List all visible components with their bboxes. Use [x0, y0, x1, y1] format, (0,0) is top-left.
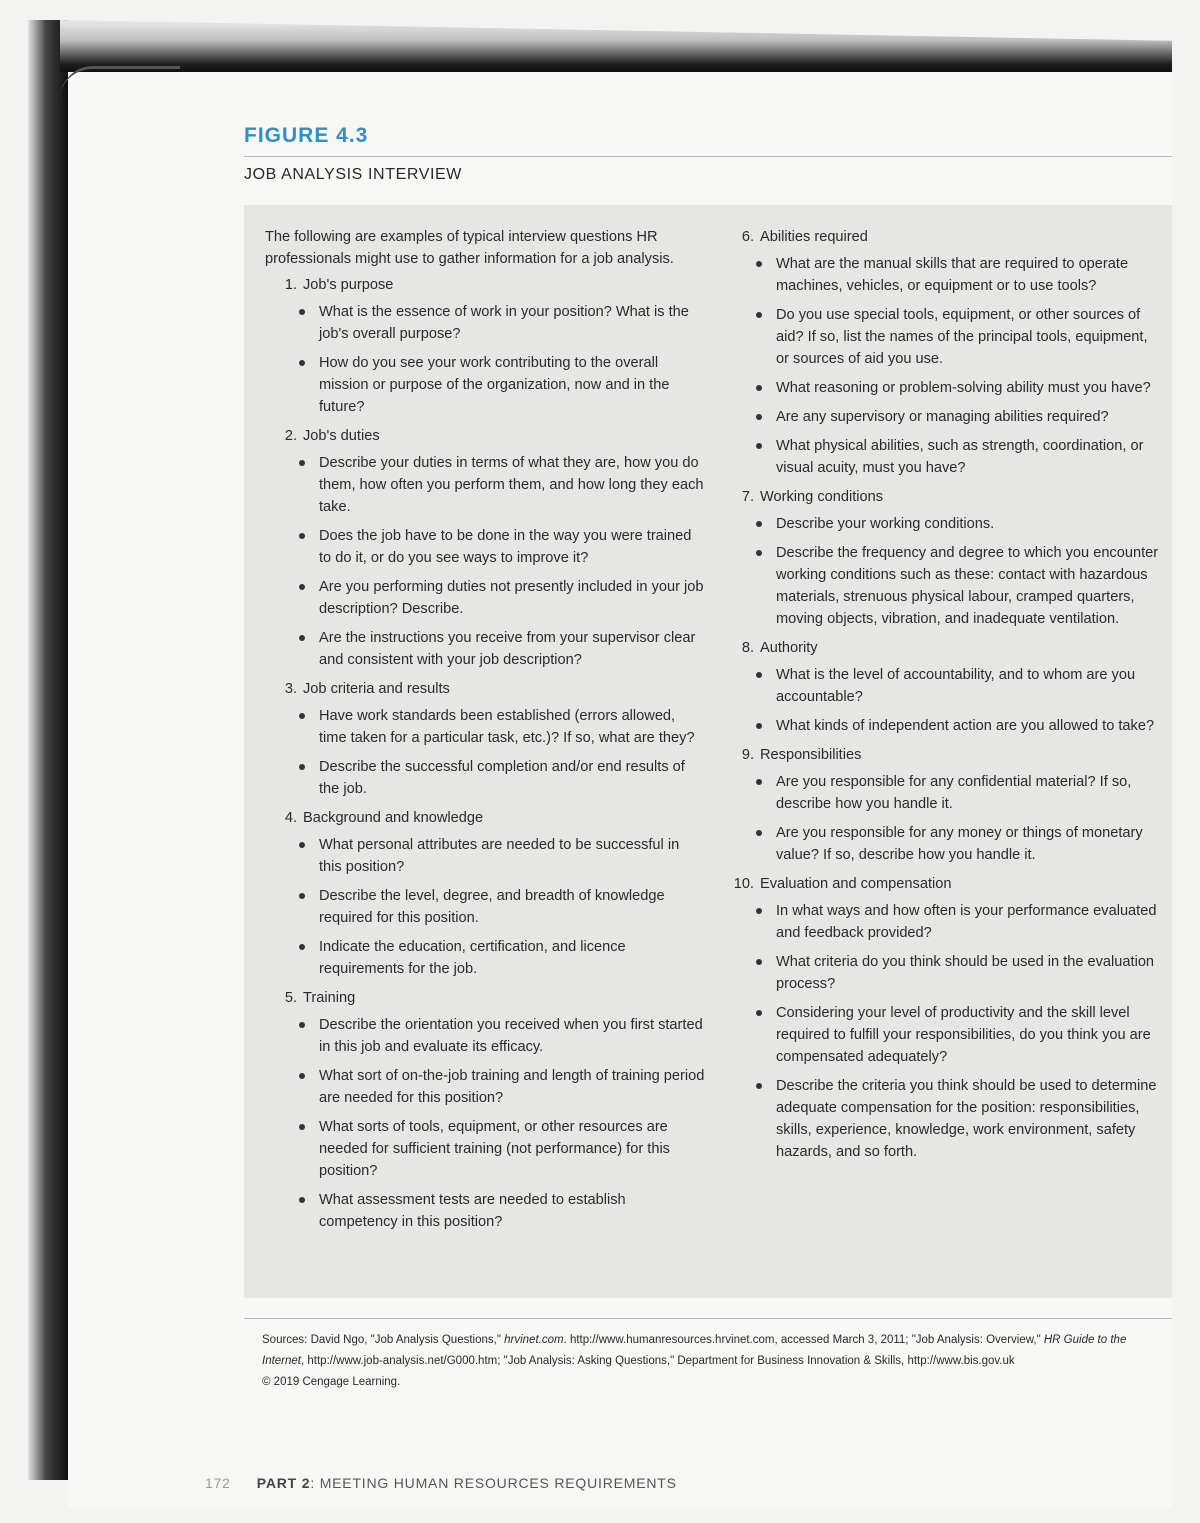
- scan-page-curl: [60, 66, 180, 99]
- question-text: What sort of on-the-job training and length of training period are needed for this position?: [319, 1068, 705, 1106]
- question-item: [754, 377, 1162, 399]
- question-text: What assessment tests are needed to establish competency in this position?: [319, 1192, 626, 1230]
- question-text: What physical abilities, such as strength, coordination, or visual acuity, must you have?: [776, 438, 1144, 476]
- bullet-icon: [756, 312, 762, 318]
- question-text: Describe the level, degree, and breadth of knowledge required for this position.: [319, 888, 665, 926]
- question-text: What is the level of accountability, and to whom are you accountable?: [776, 667, 1136, 705]
- bullet-icon: [299, 713, 305, 719]
- bullet-icon: [756, 521, 762, 527]
- section-number: 6.: [741, 229, 754, 245]
- question-text: Indicate the education, certification, and licence requirements for the job.: [319, 939, 626, 977]
- question-item: [754, 1075, 1162, 1163]
- bullet-icon: [299, 309, 305, 315]
- question-item: [754, 1002, 1162, 1068]
- question-text: In what ways and how often is your performance evaluated and feedback provided?: [776, 903, 1157, 941]
- question-list: [265, 834, 705, 980]
- question-text: Describe the successful completion and/or end results of the job.: [319, 759, 685, 797]
- section-number: 1.: [284, 277, 297, 293]
- part-title: : MEETING HUMAN RESOURCES REQUIREMENTS: [310, 1475, 677, 1491]
- question-text: What personal attributes are needed to be successful in this position?: [319, 837, 680, 875]
- right-column: [722, 226, 1162, 1170]
- section-title: Abilities required: [760, 229, 868, 245]
- bullet-icon: [299, 1124, 305, 1130]
- sources-text-3: , http://www.job-analysis.net/G000.htm; "Job Analysis: Asking Questions," Department for Business Innovation & Skills, http://www.bis.gov.uk: [301, 1355, 1015, 1367]
- section-heading: [722, 744, 1162, 766]
- bullet-icon: [299, 893, 305, 899]
- question-item: [754, 715, 1162, 737]
- section-title: Job criteria and results: [303, 681, 450, 697]
- question-text: Are you performing duties not presently included in your job description? Describe.: [319, 579, 704, 617]
- bullet-icon: [756, 414, 762, 420]
- question-text: Describe the frequency and degree to which you encounter working conditions such as these: contact with hazardous materials, strenuous physical labour, cramped quarters, moving objects, vibration, and inadequate ventilation.: [776, 545, 1159, 627]
- section-title: Responsibilities: [760, 747, 862, 763]
- bullet-icon: [299, 584, 305, 590]
- section-title: Evaluation and compensation: [760, 876, 952, 892]
- section-number: 5.: [284, 990, 297, 1006]
- question-item: [754, 513, 1162, 535]
- question-text: Describe the orientation you received when you first started in this job and evaluate its efficacy.: [319, 1017, 703, 1055]
- section-number: 8.: [741, 640, 754, 656]
- question-item: [754, 304, 1162, 370]
- page-footer: [205, 1475, 677, 1491]
- question-list: [722, 771, 1162, 866]
- question-item: [754, 435, 1162, 479]
- question-item: [297, 1189, 705, 1233]
- question-text: What criteria do you think should be used in the evaluation process?: [776, 954, 1155, 992]
- question-item: [754, 951, 1162, 995]
- question-item: [297, 1014, 705, 1058]
- question-list: [722, 253, 1162, 479]
- question-text: Have work standards been established (errors allowed, time taken for a particular task, etc.)? If so, what are they?: [319, 708, 695, 746]
- section-title: Authority: [760, 640, 818, 656]
- question-item: [297, 936, 705, 980]
- question-text: Describe your duties in terms of what they are, how you do them, how often you perform them, and how long they each take.: [319, 455, 704, 515]
- section-heading: [265, 678, 705, 700]
- bullet-icon: [756, 830, 762, 836]
- section-8: [722, 637, 1162, 737]
- section-heading: [722, 226, 1162, 248]
- question-list: [265, 705, 705, 800]
- section-heading: [265, 987, 705, 1009]
- section-number: 3.: [284, 681, 297, 697]
- question-item: [297, 885, 705, 929]
- intro-text: The following are examples of typical interview questions HR professionals might use to gather information for a job analysis.: [265, 229, 674, 267]
- section-title: Training: [303, 990, 356, 1006]
- question-item: [297, 352, 705, 418]
- question-item: [754, 664, 1162, 708]
- question-item: [754, 822, 1162, 866]
- section-number: 7.: [741, 489, 754, 505]
- question-item: [297, 627, 705, 671]
- section-number: 2.: [284, 428, 297, 444]
- question-text: What reasoning or problem-solving ability must you have?: [776, 380, 1151, 396]
- question-list: [265, 452, 705, 671]
- copyright: © 2019 Cengage Learning.: [262, 1376, 401, 1388]
- section-6: [722, 226, 1162, 479]
- question-text: Are you responsible for any money or things of monetary value? If so, describe how you handle it.: [776, 825, 1143, 863]
- question-list: [722, 513, 1162, 630]
- question-text: What kinds of independent action are you allowed to take?: [776, 718, 1155, 734]
- section-title: Working conditions: [760, 489, 884, 505]
- section-3: [265, 678, 705, 800]
- question-item: [754, 771, 1162, 815]
- section-heading: [265, 274, 705, 296]
- sources-note: [262, 1330, 1162, 1393]
- bullet-icon: [299, 1073, 305, 1079]
- section-title: Job's duties: [303, 428, 380, 444]
- question-item: [754, 253, 1162, 297]
- question-text: Are any supervisory or managing abilities required?: [776, 409, 1109, 425]
- question-text: What is the essence of work in your position? What is the job's overall purpose?: [319, 304, 689, 342]
- bullet-icon: [756, 385, 762, 391]
- question-item: [754, 900, 1162, 944]
- question-list: [265, 301, 705, 418]
- bullet-icon: [299, 842, 305, 848]
- bullet-icon: [299, 1022, 305, 1028]
- question-text: Considering your level of productivity and the skill level required to fulfill your responsibilities, do you think you are compensated adequately?: [776, 1005, 1151, 1065]
- question-list: [722, 664, 1162, 737]
- section-heading: [722, 873, 1162, 895]
- section-number: 10.: [733, 876, 754, 892]
- bullet-icon: [756, 261, 762, 267]
- question-text: Are you responsible for any confidential material? If so, describe how you handle it.: [776, 774, 1132, 812]
- question-item: [754, 406, 1162, 428]
- section-number: 9.: [741, 747, 754, 763]
- question-text: Are the instructions you receive from your supervisor clear and consistent with your job description?: [319, 630, 696, 668]
- bullet-icon: [299, 635, 305, 641]
- question-item: [297, 525, 705, 569]
- question-item: [297, 1065, 705, 1109]
- bullet-icon: [756, 959, 762, 965]
- sources-text-2: . http://www.humanresources.hrvinet.com, accessed March 3, 2011; "Job Analysis: Overview,": [563, 1334, 1044, 1346]
- section-number: 4.: [284, 810, 297, 826]
- section-heading: [722, 486, 1162, 508]
- question-text: Do you use special tools, equipment, or other sources of aid? If so, list the names of the principal tools, equipment, or sources of aid you use.: [776, 307, 1148, 367]
- question-item: [297, 452, 705, 518]
- section-title: Background and knowledge: [303, 810, 484, 826]
- question-item: [297, 834, 705, 878]
- question-text: Describe the criteria you think should be used to determine adequate compensation for the position: responsibilities, skills, experience, knowledge, work environment, safety hazards, and so forth.: [776, 1078, 1157, 1160]
- question-item: [754, 542, 1162, 630]
- bullet-icon: [756, 908, 762, 914]
- bullet-icon: [299, 1197, 305, 1203]
- sources-italic-1: hrvinet.com: [504, 1334, 564, 1346]
- left-column: [265, 226, 705, 1240]
- page-number: 172: [205, 1475, 231, 1491]
- bullet-icon: [756, 723, 762, 729]
- bullet-icon: [756, 672, 762, 678]
- sources-text-1: Sources: David Ngo, "Job Analysis Questions,": [262, 1334, 505, 1346]
- scan-edge-left: [28, 20, 68, 1480]
- section-10: [722, 873, 1162, 1163]
- figure-label: FIGURE 4.3: [244, 124, 369, 147]
- question-item: [297, 756, 705, 800]
- sources-rule: [244, 1318, 1172, 1319]
- bullet-icon: [756, 779, 762, 785]
- figure-title: JOB ANALYSIS INTERVIEW: [244, 166, 462, 183]
- bullet-icon: [299, 764, 305, 770]
- bullet-icon: [299, 944, 305, 950]
- section-1: [265, 274, 705, 418]
- section-9: [722, 744, 1162, 866]
- section-4: [265, 807, 705, 980]
- bullet-icon: [299, 360, 305, 366]
- section-7: [722, 486, 1162, 630]
- question-text: Describe your working conditions.: [776, 516, 995, 532]
- question-text: Does the job have to be done in the way you were trained to do it, or do you see ways to improve it?: [319, 528, 692, 566]
- question-text: What are the manual skills that are required to operate machines, vehicles, or equipment or to use tools?: [776, 256, 1129, 294]
- header-rule: [244, 156, 1172, 157]
- question-item: [297, 1116, 705, 1182]
- question-text: What sorts of tools, equipment, or other resources are needed for sufficient training (not performance) for this position?: [319, 1119, 670, 1179]
- section-heading: [265, 807, 705, 829]
- section-heading: [722, 637, 1162, 659]
- question-list: [265, 1014, 705, 1233]
- bullet-icon: [756, 550, 762, 556]
- question-text: How do you see your work contributing to the overall mission or purpose of the organization, now and in the future?: [319, 355, 670, 415]
- question-item: [297, 705, 705, 749]
- bullet-icon: [756, 1010, 762, 1016]
- scan-edge-top: [60, 20, 1172, 72]
- question-item: [297, 301, 705, 345]
- sources-italic-2: HR Guide to the Internet: [262, 1334, 1127, 1367]
- question-item: [297, 576, 705, 620]
- bullet-icon: [756, 443, 762, 449]
- section-title: Job's purpose: [303, 277, 394, 293]
- part-label: PART 2: [256, 1475, 311, 1491]
- bullet-icon: [756, 1083, 762, 1089]
- bullet-icon: [299, 533, 305, 539]
- section-2: [265, 425, 705, 671]
- question-list: [722, 900, 1162, 1163]
- section-5: [265, 987, 705, 1233]
- section-heading: [265, 425, 705, 447]
- bullet-icon: [299, 460, 305, 466]
